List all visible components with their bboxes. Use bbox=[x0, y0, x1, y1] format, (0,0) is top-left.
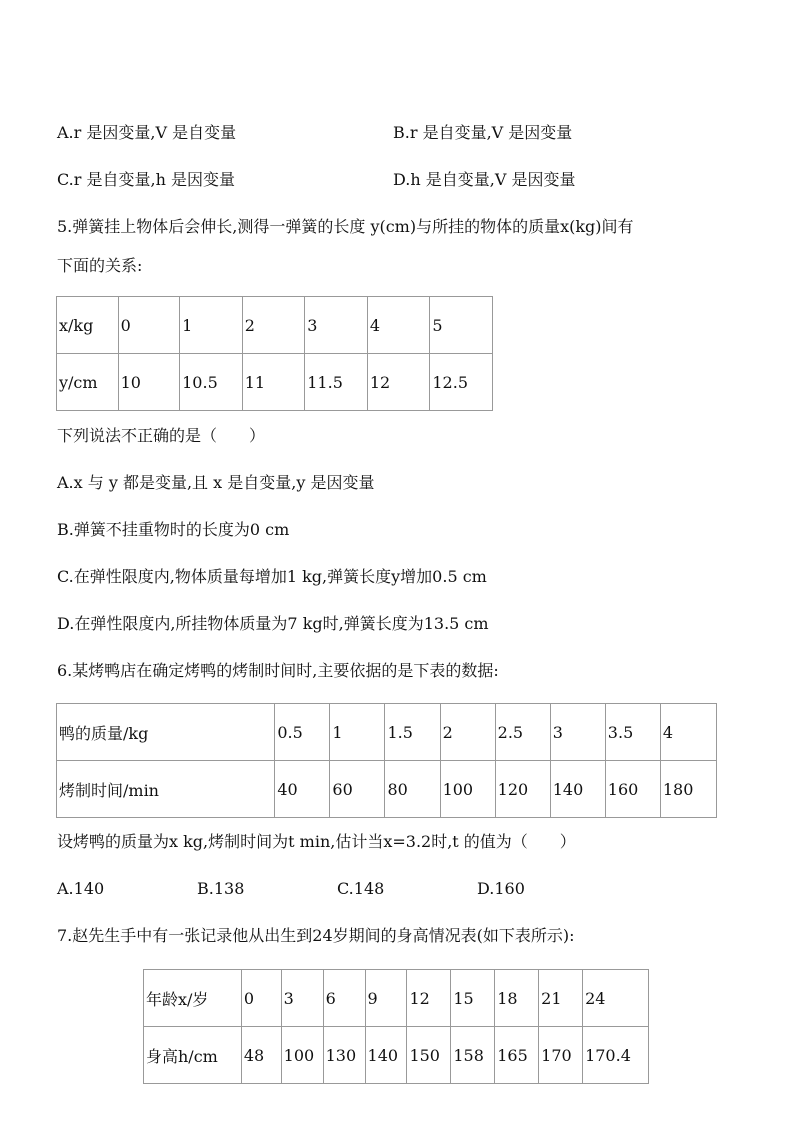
table-row bbox=[57, 354, 493, 411]
table-cell: 158 bbox=[451, 1027, 495, 1084]
q6-option-c: C.148 bbox=[337, 879, 385, 898]
q5-option-c: C.在弹性限度内,物体质量每增加1 kg,弹簧长度y增加0.5 cm bbox=[57, 567, 487, 586]
q6-table bbox=[56, 703, 717, 818]
q6-header-mass: 鸭的质量/kg bbox=[57, 704, 275, 761]
q6-option-d: D.160 bbox=[477, 879, 525, 898]
q7-stem: 7.赵先生手中有一张记录他从出生到24岁期间的身高情况表(如下表所示): bbox=[57, 926, 575, 945]
q5-stem-line1: 5.弹簧挂上物体后会伸长,测得一弹簧的长度 y(cm)与所挂的物体的质量x(kg)间有 bbox=[57, 217, 634, 236]
q6-option-a: A.140 bbox=[57, 879, 105, 898]
table-cell: 12 bbox=[367, 354, 430, 411]
q5-option-b: B.弹簧不挂重物时的长度为0 cm bbox=[57, 520, 290, 539]
table-row bbox=[57, 761, 717, 818]
table-cell: 120 bbox=[495, 761, 550, 818]
q4-option-a: A.r 是因变量,V 是自变量 bbox=[57, 123, 237, 142]
table-row bbox=[57, 704, 717, 761]
q4-option-c: C.r 是自变量,h 是因变量 bbox=[57, 170, 235, 189]
table-cell: 15 bbox=[451, 970, 495, 1027]
table-cell: 3.5 bbox=[605, 704, 660, 761]
q6-stem: 6.某烤鸭店在确定烤鸭的烤制时间时,主要依据的是下表的数据: bbox=[57, 661, 499, 680]
q5-option-a: A.x 与 y 都是变量,且 x 是自变量,y 是因变量 bbox=[57, 473, 375, 492]
table-cell: 150 bbox=[407, 1027, 451, 1084]
table-cell: 11.5 bbox=[305, 354, 368, 411]
table-cell: 0.5 bbox=[275, 704, 330, 761]
table-cell: 60 bbox=[330, 761, 385, 818]
table-cell: 12.5 bbox=[430, 354, 493, 411]
table-cell: 140 bbox=[550, 761, 605, 818]
table-cell: 1 bbox=[180, 297, 243, 354]
table-cell: 140 bbox=[365, 1027, 407, 1084]
table-cell: 21 bbox=[539, 970, 583, 1027]
table-cell: 3 bbox=[550, 704, 605, 761]
table-row bbox=[144, 970, 649, 1027]
table-cell: 9 bbox=[365, 970, 407, 1027]
table-cell: 18 bbox=[495, 970, 539, 1027]
table-cell: 0 bbox=[241, 970, 281, 1027]
table-row bbox=[144, 1027, 649, 1084]
table-cell: 10.5 bbox=[180, 354, 243, 411]
table-cell: 1.5 bbox=[385, 704, 440, 761]
q7-header-age: 年龄x/岁 bbox=[144, 970, 242, 1027]
table-cell: 100 bbox=[281, 1027, 323, 1084]
table-cell: 10 bbox=[118, 354, 180, 411]
table-cell: 12 bbox=[407, 970, 451, 1027]
table-cell: 3 bbox=[305, 297, 368, 354]
q4-option-d: D.h 是自变量,V 是因变量 bbox=[393, 170, 576, 189]
table-cell: 24 bbox=[583, 970, 649, 1027]
q7-table bbox=[143, 969, 649, 1084]
q5-stem-line2: 下面的关系: bbox=[57, 256, 143, 275]
q4-option-b: B.r 是自变量,V 是因变量 bbox=[393, 123, 573, 142]
table-cell: 2.5 bbox=[495, 704, 550, 761]
table-cell: 160 bbox=[605, 761, 660, 818]
table-cell: 165 bbox=[495, 1027, 539, 1084]
q5-question: 下列说法不正确的是（ ） bbox=[57, 426, 266, 445]
q6-option-b: B.138 bbox=[197, 879, 245, 898]
table-row bbox=[57, 297, 493, 354]
q7-header-height: 身高h/cm bbox=[144, 1027, 242, 1084]
table-cell: 1 bbox=[330, 704, 385, 761]
q5-header-x: x/kg bbox=[57, 297, 119, 354]
table-cell: 170 bbox=[539, 1027, 583, 1084]
q5-table bbox=[56, 296, 493, 411]
table-cell: 48 bbox=[241, 1027, 281, 1084]
table-cell: 3 bbox=[281, 970, 323, 1027]
table-cell: 2 bbox=[242, 297, 305, 354]
table-cell: 180 bbox=[660, 761, 716, 818]
table-cell: 80 bbox=[385, 761, 440, 818]
table-cell: 6 bbox=[323, 970, 365, 1027]
q6-header-time: 烤制时间/min bbox=[57, 761, 275, 818]
q5-option-d: D.在弹性限度内,所挂物体质量为7 kg时,弹簧长度为13.5 cm bbox=[57, 614, 489, 633]
table-cell: 11 bbox=[242, 354, 305, 411]
table-cell: 4 bbox=[367, 297, 430, 354]
table-cell: 4 bbox=[660, 704, 716, 761]
q5-header-y: y/cm bbox=[57, 354, 119, 411]
table-cell: 0 bbox=[118, 297, 180, 354]
table-cell: 100 bbox=[440, 761, 495, 818]
table-cell: 5 bbox=[430, 297, 493, 354]
q6-question: 设烤鸭的质量为x kg,烤制时间为t min,估计当x=3.2时,t 的值为（ ） bbox=[57, 832, 576, 851]
table-cell: 2 bbox=[440, 704, 495, 761]
table-cell: 130 bbox=[323, 1027, 365, 1084]
table-cell: 40 bbox=[275, 761, 330, 818]
table-cell: 170.4 bbox=[583, 1027, 649, 1084]
